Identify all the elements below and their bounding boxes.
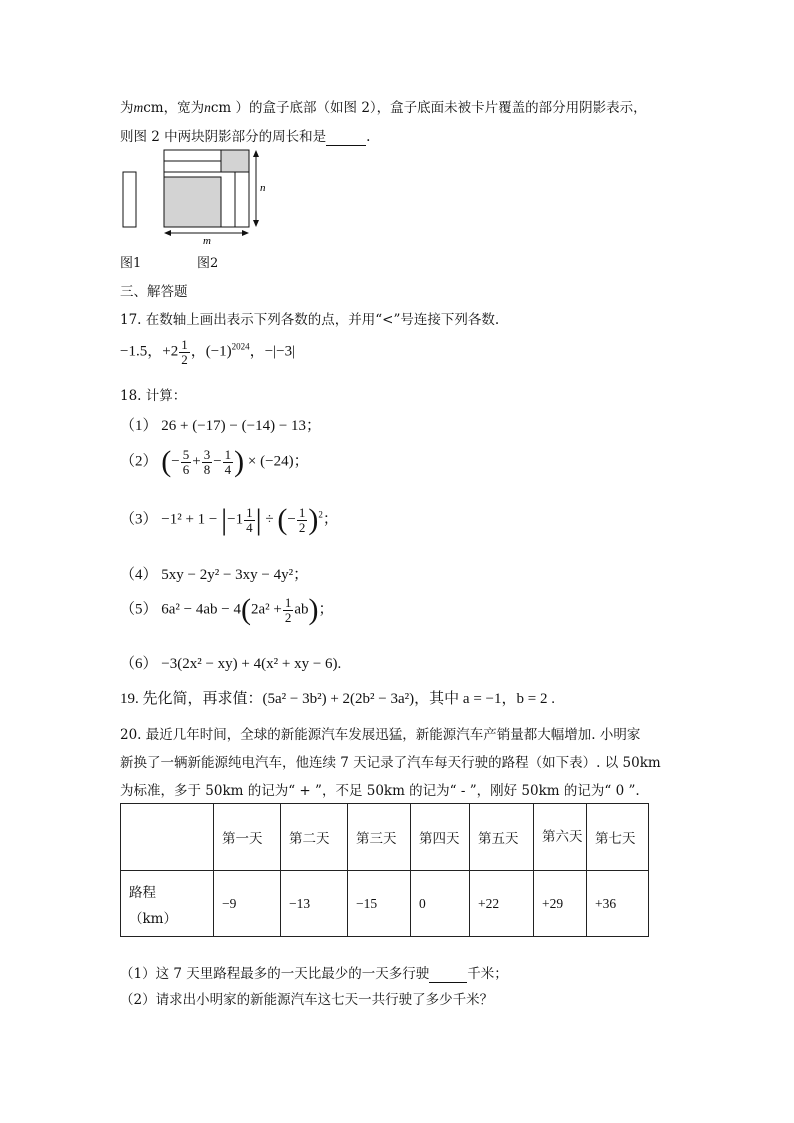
fraction: $\frac{1}{2}$ [181,337,188,367]
table-cell: +29 [534,871,587,937]
answer-blank [326,129,366,146]
table-corner-cell [121,804,214,871]
table-cell: +36 [587,871,649,937]
caption-figure1: 图1 [120,256,142,271]
section-title: 三、解答题 [120,284,188,300]
q20-sub2: （2）请求出小明家的新能源汽车这七天一共行驶了多少千米？ [120,992,494,1008]
var-m: m [133,100,144,115]
q20-sub1: （1）这 7 天里路程最多的一天比最少的一天多行驶 千米； [120,966,508,982]
q18-part3: （3） −1² + 1 − |−1 $\frac{1}{4}$ | ÷ (− $\frac{1}{2}$ )$^2$； [120,503,338,536]
shaded-region-right [221,150,249,172]
table-cell: −15 [348,871,411,937]
table-cell: −13 [281,871,348,937]
q18-part2: （2） (− $\frac{5}{6}$ + $\frac{3}{8}$ − $\frac{1}{4}$ ) × (−24)； [120,445,309,478]
intro-line-2: 则图 2 中两块阴影部分的周长和是 . [120,129,371,145]
intro-line-1: 为mcm，宽为ncm ）的盒子底部（如图 2），盒子底面未被卡片覆盖的部分用阴影表示， [120,100,647,116]
table-cell: −9 [214,871,281,937]
q20-line2: 新换了一辆新能源纯电汽车，他连续 7 天记录了汽车每天行驶的路程（如下表）. 以 50km [120,755,661,771]
table-header-cell: 第三天 [348,804,411,871]
q17-numbers: −1.5，+2 $\frac{1}{2}$ ，$(-1)^{2024}$，−|−3| [120,337,296,367]
table-cell: +22 [470,871,534,937]
shaded-region-left [164,177,221,227]
table-header-cell: 第六天 [534,804,587,871]
figure-diagrams [115,145,275,245]
caption-figure2: 图2 [197,256,219,271]
q18-part1: （1） 26 + (−17) − (−14) − 13； [120,418,322,434]
q18-stem: 18. 计算： [120,388,187,404]
q20-line1: 20. 最近几年时间，全球的新能源汽车发展迅猛，新能源汽车产销量都大幅增加. 小明家 [120,727,641,743]
table-header-row [121,804,649,871]
q18-part6: （6） −3(2x² − xy) + 4(x² + xy − 6). [120,656,342,672]
label-n: n [260,182,266,194]
mileage-table [120,803,649,937]
q17-stem: 17. 在数轴上画出表示下列各数的点，并用“<”号连接下列各数. [120,312,500,328]
row-label-cell: 路程 （km） [121,871,214,937]
table-header-cell: 第七天 [587,804,649,871]
label-m: m [203,235,211,245]
table-header-cell: 第一天 [214,804,281,871]
q18-part5: （5） 6a² − 4ab − 4(2a² + $\frac{1}{2}$ ab)； [120,593,334,626]
figure1-card [123,172,136,227]
q20-line3: 为标准，多于 50km 的记为“ + ”，不足 50km 的记为“ - ”，刚好 50km 的记为“ 0 ”. [120,783,640,799]
table-header-cell: 第四天 [411,804,470,871]
q18-part4: （4） 5xy − 2y² − 3xy − 4y²； [120,567,309,583]
q19-stem: 19. 先化简，再求值：(5a² − 3b²) + 2(2b² − 3a²)，其中 a = −1，b = 2 . [120,691,555,707]
table-header-cell: 第二天 [281,804,348,871]
table-row [121,871,649,937]
answer-blank [429,966,467,983]
var-n: n [204,100,211,115]
table-cell: 0 [411,871,470,937]
table-header-cell: 第五天 [470,804,534,871]
